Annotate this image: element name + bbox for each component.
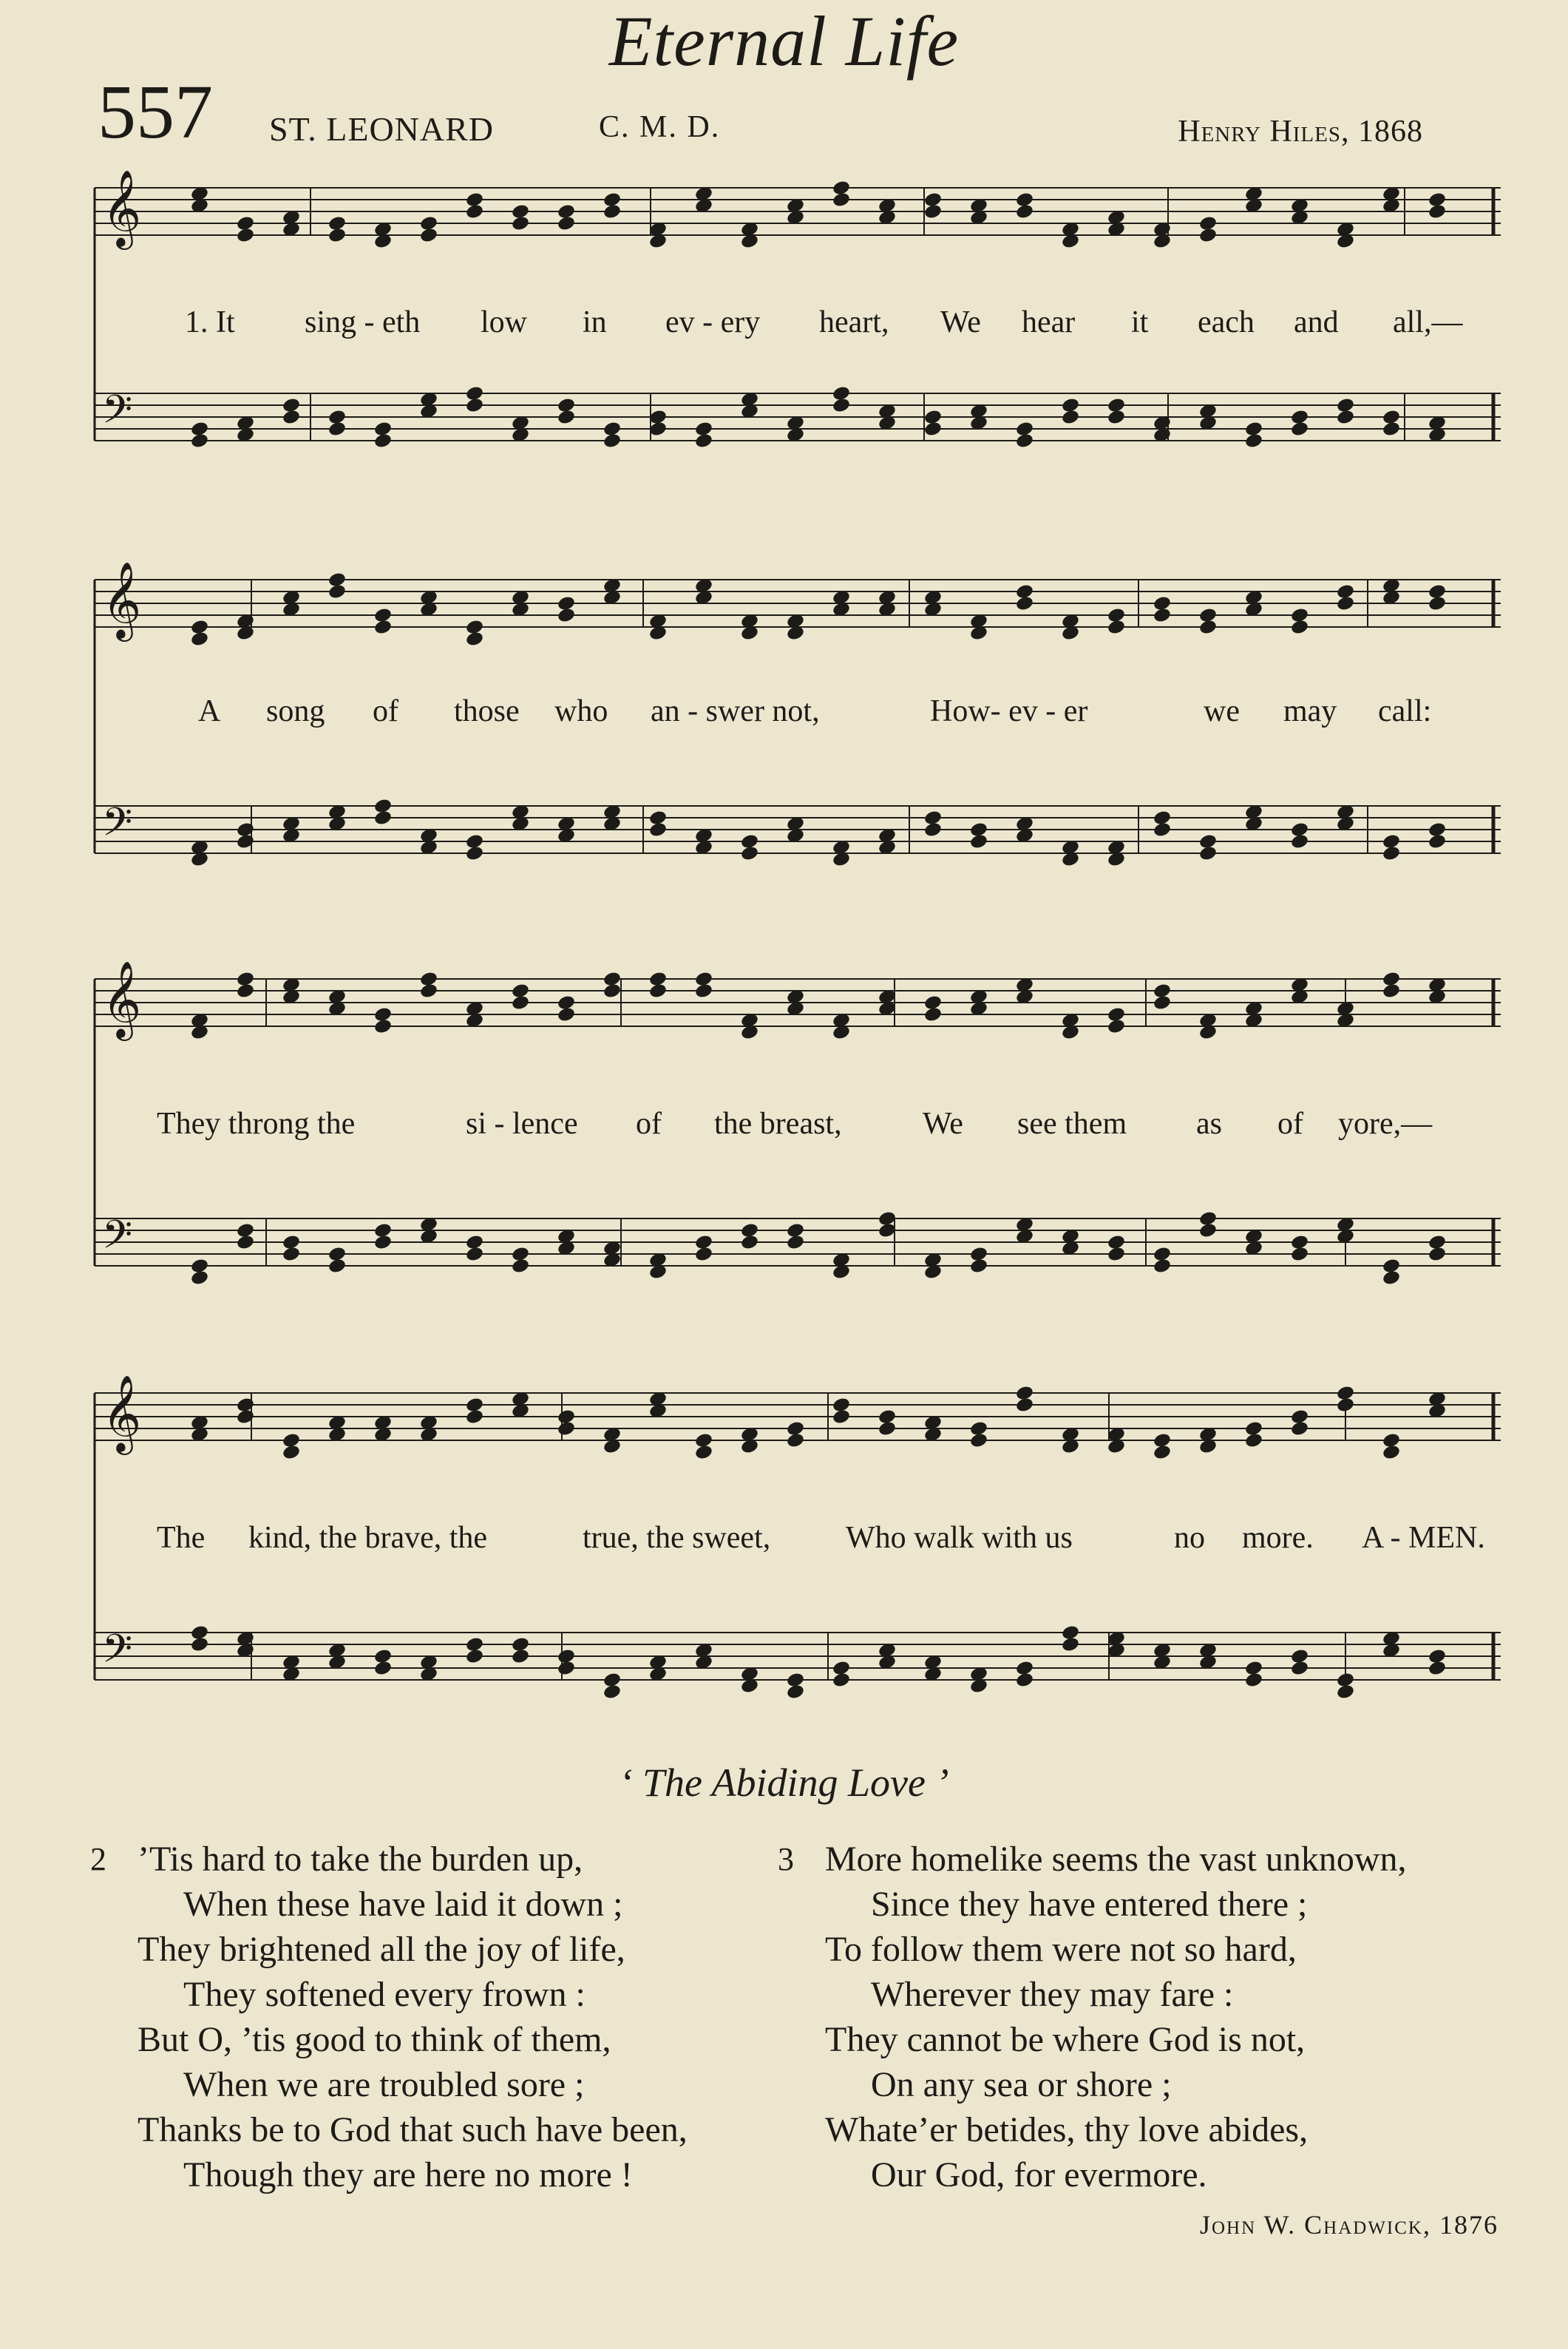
notehead <box>465 845 484 862</box>
lyric-word: more. <box>1242 1521 1314 1555</box>
notehead <box>740 1234 759 1251</box>
verse-line: ’Tis hard to take the burden up, <box>138 1840 583 1879</box>
lyric-word: We <box>923 1107 963 1141</box>
notehead <box>557 409 576 426</box>
notehead <box>832 191 851 209</box>
notehead <box>969 1258 988 1275</box>
lyric-word: of <box>636 1107 662 1141</box>
lyric-word: si - lence <box>466 1107 578 1141</box>
notehead <box>511 1648 530 1665</box>
notehead <box>1015 203 1034 220</box>
notehead <box>1428 1246 1447 1263</box>
lyric-word: kind, the brave, the <box>248 1521 488 1555</box>
notehead <box>373 1018 393 1035</box>
lyric-word: yore,— <box>1338 1107 1433 1141</box>
notehead <box>1382 983 1401 1000</box>
notehead <box>373 619 393 636</box>
notehead <box>1290 1420 1309 1437</box>
verse-number: 3 <box>778 1841 794 1877</box>
tune-name: ST. LEONARD <box>269 110 495 148</box>
lyric-word: those <box>454 694 520 728</box>
verse-line: They softened every frown : <box>183 1975 586 2014</box>
notehead <box>282 1444 301 1461</box>
score-staves-3 <box>89 961 1501 1346</box>
treble-staff <box>95 572 1501 648</box>
notehead <box>923 821 943 838</box>
notehead <box>465 1246 484 1263</box>
notehead <box>1290 833 1309 850</box>
notehead <box>236 1234 255 1251</box>
notehead <box>832 1672 851 1689</box>
lyric-word: and <box>1294 305 1339 339</box>
lyric-word: heart, <box>819 305 889 339</box>
text-author: John W. Chadwick, 1876 <box>1199 2210 1499 2240</box>
notehead <box>557 1006 576 1023</box>
notehead <box>419 227 438 244</box>
lyric-word: it <box>1131 305 1149 339</box>
notehead <box>190 631 209 648</box>
lyric-word: ev - ery <box>665 305 761 339</box>
notehead <box>1107 1246 1126 1263</box>
lyric-word: may <box>1283 694 1337 728</box>
notehead <box>1382 421 1401 438</box>
music-system-1 <box>89 170 1501 495</box>
bass-clef-icon: 𝄢 <box>102 387 133 442</box>
notehead <box>1015 595 1034 612</box>
bass-staff <box>95 1624 1501 1701</box>
notehead <box>1382 845 1401 862</box>
notehead <box>1107 619 1126 636</box>
notehead <box>878 1420 897 1437</box>
score-staves-2 <box>89 562 1501 917</box>
bass-clef-icon: 𝄢 <box>102 800 133 855</box>
lyric-word: each <box>1198 305 1255 339</box>
notehead <box>740 845 759 862</box>
notehead <box>465 397 484 414</box>
lyric-word: call: <box>1378 694 1432 728</box>
notehead <box>1061 1636 1080 1653</box>
bass-staff <box>95 385 1501 450</box>
notehead <box>557 1420 576 1437</box>
notehead <box>419 983 438 1000</box>
notehead <box>1336 595 1355 612</box>
notehead <box>1198 227 1218 244</box>
lyric-word: song <box>266 694 325 728</box>
notehead <box>1428 595 1447 612</box>
verse-line: To follow them were not so hard, <box>825 1930 1297 1969</box>
notehead <box>465 1648 484 1665</box>
notehead <box>1428 203 1447 220</box>
lyric-word: sing - eth <box>305 305 421 339</box>
notehead <box>190 1270 209 1287</box>
notehead <box>1153 994 1172 1011</box>
lyric-word: hear <box>1022 305 1076 339</box>
bass-staff <box>95 1210 1501 1287</box>
notehead <box>1244 1432 1263 1449</box>
verse-3 <box>778 1837 1407 2197</box>
notehead <box>465 203 484 220</box>
notehead <box>1153 1444 1172 1461</box>
section-title: Eternal Life <box>608 1 960 81</box>
notehead <box>1290 619 1309 636</box>
verse-2 <box>90 1837 688 2197</box>
notehead <box>327 1258 347 1275</box>
notehead <box>603 433 622 450</box>
lyric-word: The <box>157 1521 206 1555</box>
verse-line: When we are troubled sore ; <box>183 2065 585 2104</box>
bass-staff <box>95 798 1501 868</box>
notehead <box>373 810 393 827</box>
notehead <box>786 1684 805 1701</box>
notehead <box>1382 1270 1401 1287</box>
bass-clef-icon: 𝄢 <box>102 1213 133 1267</box>
notehead <box>190 1636 209 1653</box>
notehead <box>465 1409 484 1426</box>
verse-line: They cannot be where God is not, <box>825 2020 1306 2059</box>
lyric-word: true, the sweet, <box>583 1521 771 1555</box>
lyric-word: no <box>1174 1521 1205 1555</box>
notehead <box>969 1432 988 1449</box>
lyric-word: see them <box>1017 1107 1127 1141</box>
music-system-2 <box>89 562 1501 917</box>
verse-line: Whate’er betides, thy love abides, <box>825 2110 1309 2149</box>
notehead <box>282 409 301 426</box>
hymn-subtitle: ‘ The Abiding Love ’ <box>619 1760 949 1805</box>
notehead <box>1198 845 1218 862</box>
notehead <box>327 227 347 244</box>
lyric-word: They throng the <box>157 1107 356 1141</box>
notehead <box>511 994 530 1011</box>
notehead <box>511 1258 530 1275</box>
verse-line: Wherever they may fare : <box>871 1975 1234 2014</box>
lyric-word: A <box>198 694 221 728</box>
lyric-line-3 <box>89 1106 1501 1150</box>
notehead <box>1290 1660 1309 1677</box>
verse-line: More homelike seems the vast unknown, <box>825 1840 1407 1879</box>
lyric-word: all,— <box>1393 305 1463 339</box>
lyric-word: of <box>373 694 398 728</box>
lyric-word: who <box>554 694 608 728</box>
notehead <box>786 1432 805 1449</box>
verse-line: But O, ’tis good to think of them, <box>138 2020 611 2059</box>
treble-staff <box>95 180 1501 250</box>
lyric-line-2 <box>89 694 1501 738</box>
notehead <box>282 1246 301 1263</box>
treble-staff <box>95 971 1501 1041</box>
notehead <box>1015 433 1034 450</box>
treble-clef-icon: 𝄞 <box>102 170 142 247</box>
lyric-word: We <box>940 305 981 339</box>
notehead <box>1244 1672 1263 1689</box>
notehead <box>1061 409 1080 426</box>
notehead <box>1198 1222 1218 1239</box>
lyric-line-4 <box>89 1520 1501 1565</box>
notehead <box>236 983 255 1000</box>
notehead <box>1015 1397 1034 1414</box>
lyric-word: of <box>1277 1107 1303 1141</box>
lyric-word: low <box>481 305 527 339</box>
notehead <box>557 1660 576 1677</box>
music-system-3 <box>89 961 1501 1346</box>
notehead <box>832 1409 851 1426</box>
notehead <box>327 583 347 600</box>
notehead <box>327 421 347 438</box>
notehead <box>1153 607 1172 624</box>
notehead <box>373 1660 393 1677</box>
notehead <box>1428 1660 1447 1677</box>
notehead <box>603 1684 622 1701</box>
notehead <box>1290 1246 1309 1263</box>
meter: C. M. D. <box>599 110 721 144</box>
notehead <box>465 631 484 648</box>
notehead <box>373 1234 393 1251</box>
hymn-number: 557 <box>98 70 213 155</box>
notehead <box>648 983 668 1000</box>
notehead <box>557 607 576 624</box>
notehead <box>923 421 943 438</box>
notehead <box>694 433 713 450</box>
notehead <box>236 227 255 244</box>
lyric-word: in <box>583 305 607 339</box>
lyric-word: as <box>1196 1107 1222 1141</box>
verse-line: When these have laid it down ; <box>183 1885 623 1924</box>
lyric-word: 1. It <box>185 305 235 339</box>
notehead <box>694 983 713 1000</box>
verse-line: Thanks be to God that such have been, <box>138 2110 688 2149</box>
notehead <box>1382 1444 1401 1461</box>
notehead <box>648 821 668 838</box>
treble-clef-icon: 𝄞 <box>102 562 142 639</box>
lyric-word: A - MEN. <box>1362 1521 1485 1555</box>
lyric-word: we <box>1204 694 1240 728</box>
notehead <box>1107 409 1126 426</box>
bass-clef-icon: 𝄢 <box>102 1627 133 1681</box>
notehead <box>786 1234 805 1251</box>
verse-line: Since they have entered there ; <box>871 1885 1308 1924</box>
verse-number: 2 <box>90 1841 106 1877</box>
notehead <box>832 397 851 414</box>
treble-staff <box>95 1385 1501 1461</box>
notehead <box>190 433 209 450</box>
notehead <box>969 833 988 850</box>
verse-line: On any sea or shore ; <box>871 2065 1172 2104</box>
notehead <box>1153 821 1172 838</box>
notehead <box>694 1444 713 1461</box>
notehead <box>1336 1684 1355 1701</box>
notehead <box>1107 1018 1126 1035</box>
notehead <box>694 1246 713 1263</box>
notehead <box>603 983 622 1000</box>
lyric-word: an - swer not, <box>651 694 820 728</box>
verse-line: They brightened all the joy of life, <box>138 1930 625 1969</box>
notehead <box>373 433 393 450</box>
notehead <box>603 203 622 220</box>
music-system-4 <box>89 1375 1501 1745</box>
notehead <box>236 833 255 850</box>
lyric-line-1 <box>89 305 1501 349</box>
notehead <box>1428 833 1447 850</box>
notehead <box>1153 1258 1172 1275</box>
notehead <box>1336 409 1355 426</box>
notehead <box>923 1006 943 1023</box>
lyric-word: Who walk with us <box>846 1521 1073 1555</box>
lyric-word: How- ev - er <box>930 694 1088 728</box>
notehead <box>1244 433 1263 450</box>
treble-clef-icon: 𝄞 <box>102 961 142 1038</box>
verse-line: Our God, for evermore. <box>871 2155 1207 2194</box>
notehead <box>236 1409 255 1426</box>
notehead <box>1198 619 1218 636</box>
verse-line: Though they are here no more ! <box>183 2155 633 2194</box>
notehead <box>1015 1672 1034 1689</box>
notehead <box>511 215 530 232</box>
notehead <box>1290 421 1309 438</box>
lyric-word: the breast, <box>714 1107 842 1141</box>
treble-clef-icon: 𝄞 <box>102 1375 142 1452</box>
notehead <box>557 215 576 232</box>
notehead <box>923 203 943 220</box>
composer: Henry Hiles, 1868 <box>1178 115 1423 149</box>
